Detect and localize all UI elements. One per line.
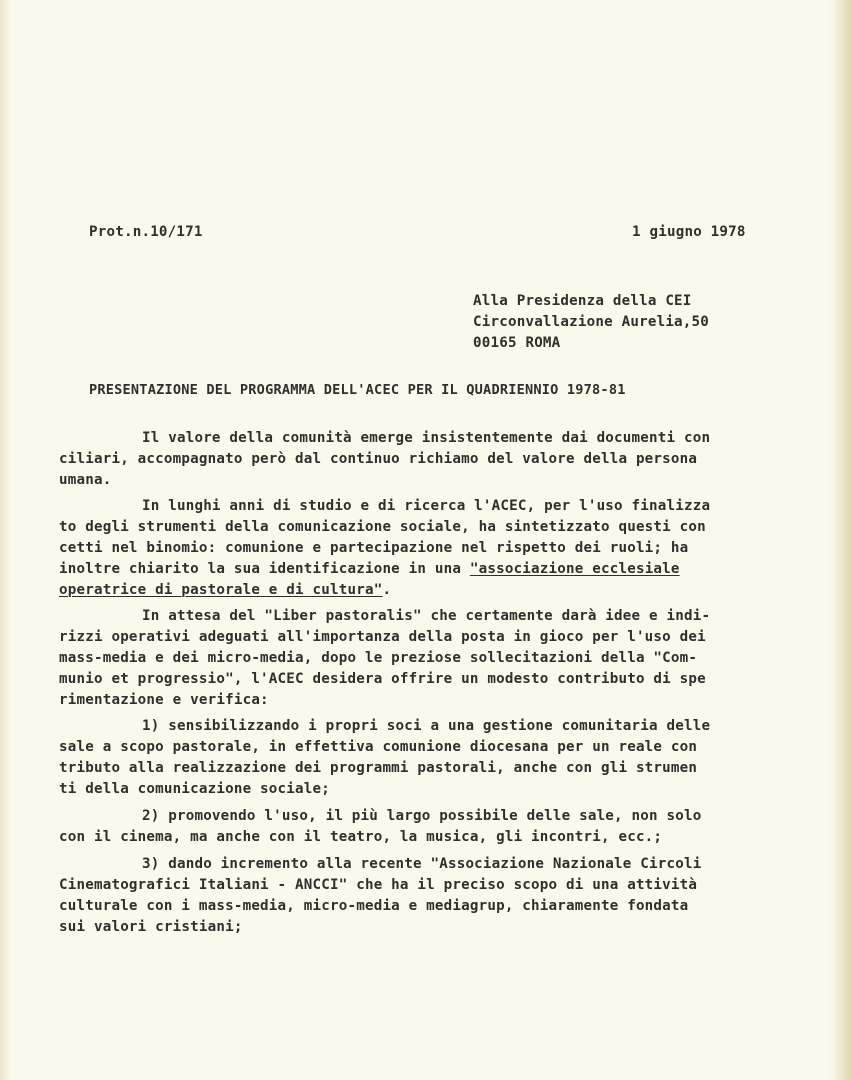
- text-line: con il cinema, ma anche con il teatro, la musica, gli incontri, ecc.;: [59, 829, 663, 845]
- letter-date: 1 giugno 1978: [632, 224, 746, 240]
- text-line: culturale con i mass-media, micro-media e mediagrup, chiaramente fondata: [59, 898, 689, 914]
- text-line: Il valore della comunità emerge insistentemente dai documenti con: [142, 430, 711, 446]
- recipient-line: Alla Presidenza della CEI: [473, 293, 692, 309]
- underlined-quote: "associazione ecclesiale: [469, 561, 680, 577]
- text-line: [59, 580, 391, 601]
- text-line: to degli strumenti della comunicazione sociale, ha sintetizzato questi con: [59, 519, 706, 535]
- text-line: sui valori cristiani;: [59, 919, 243, 935]
- text-line: ciliari, accompagnato però dal continuo richiamo del valore della persona: [59, 451, 698, 467]
- text-line: Cinematografici Italiani - ANCCI" che ha il preciso scopo di una attività: [59, 877, 698, 893]
- text-line: ti della comunicazione sociale;: [59, 781, 330, 797]
- text-line: tributo alla realizzazione dei programmi pastorali, anche con gli strumen: [59, 760, 698, 776]
- text-line: [59, 559, 680, 580]
- underlined-quote: operatrice di pastorale e di cultura": [59, 582, 383, 598]
- text-line: umana.: [59, 472, 112, 488]
- text-span: inoltre chiarito la sua identificazione in una: [59, 561, 470, 577]
- text-line: rizzi operativi adeguati all'importanza della posta in gioco per l'uso dei: [59, 629, 706, 645]
- text-line: mass-media e dei micro-media, dopo le preziose sollecitazioni della "Com-: [59, 650, 698, 666]
- letter-subject: PRESENTAZIONE DEL PROGRAMMA DELL'ACEC PER IL QUADRIENNIO 1978-81: [89, 382, 626, 398]
- protocol-number: Prot.n.10/171: [89, 224, 203, 240]
- text-line: 2) promovendo l'uso, il più largo possibile delle sale, non solo: [142, 808, 702, 824]
- text-line: In lunghi anni di studio e di ricerca l'ACEC, per l'uso finalizza: [142, 498, 711, 514]
- text-line: 3) dando incremento alla recente "Associazione Nazionale Circoli: [142, 856, 702, 872]
- text-line: cetti nel binomio: comunione e partecipazione nel rispetto dei ruoli; ha: [59, 540, 689, 556]
- text-span: .: [382, 582, 392, 598]
- text-line: In attesa del "Liber pastoralis" che certamente darà idee e indi-: [142, 608, 711, 624]
- page-shadow-right: [830, 0, 852, 1080]
- text-line: 1) sensibilizzando i propri soci a una gestione comunitaria delle: [142, 718, 711, 734]
- recipient-line: 00165 ROMA: [473, 335, 561, 351]
- text-line: munio et progressio", l'ACEC desidera offrire un modesto contributo di spe: [59, 671, 706, 687]
- text-line: sale a scopo pastorale, in effettiva comunione diocesana per un reale con: [59, 739, 698, 755]
- recipient-line: Circonvallazione Aurelia,50: [473, 314, 710, 330]
- text-line: rimentazione e verifica:: [59, 692, 269, 708]
- page-shadow-left: [0, 0, 10, 1080]
